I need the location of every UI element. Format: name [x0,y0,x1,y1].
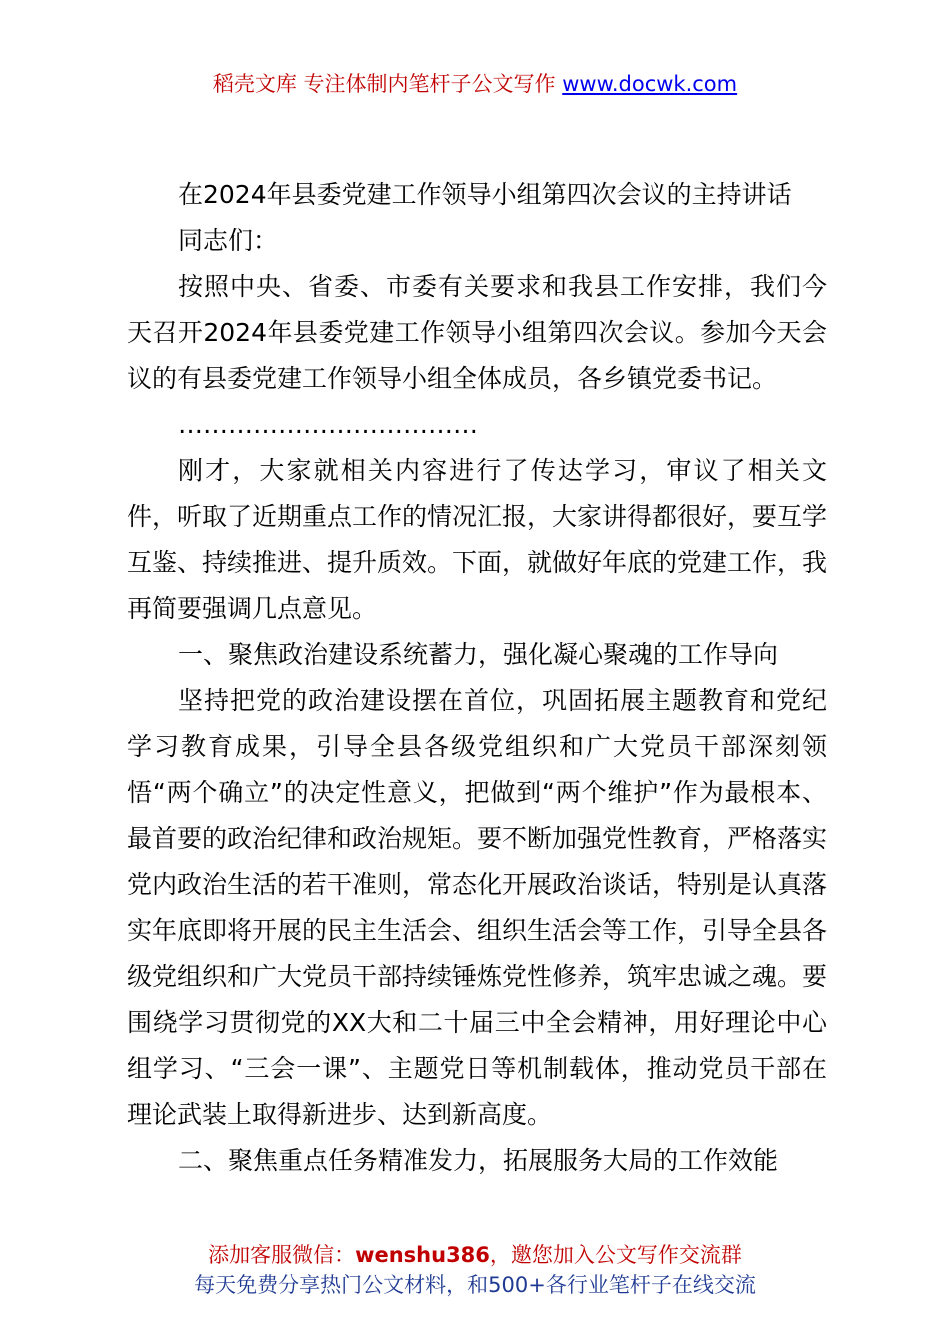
footer-banner [0,1240,950,1300]
paragraph: 坚持把党的政治建设摆在首位，巩固拓展主题教育和党纪学习教育成果，引导全县各级党组织和广大党员干部深刻领悟“两个确立”的决定性意义，把做到“两个维护”作为最根本、最首要的政治纪律和政治规矩。要不断加强党性教育，严格落实党内政治生活的若干准则，常态化开展政治谈话，特别是认真落实年底即将开展的民主生活会、组织生活会等工作，引导全县各级党组织和广大党员干部持续锤炼党性修养，筑牢忠诚之魂。要围绕学习贯彻党的XX大和二十届三中全会精神，用好理论中心组学习、“三会一课”、主题党日等机制载体，推动党员干部在理论武装上取得新进步、达到新高度。 [127,686,828,1129]
paragraph: 刚才，大家就相关内容进行了传达学习，审议了相关文件，听取了近期重点工作的情况汇报，大家讲得都很好，要互学互鉴、持续推进、提升质效。下面，就做好年底的党建工作，我再简要强调几点意见。 [127,456,828,623]
site-link[interactable]: www.docwk.com [562,72,738,96]
footer-promo-line: 每天免费分享热门公文材料，和500+各行业笔杆子在线交流 [194,1273,756,1297]
document-title: 在2024年县委党建工作领导小组第四次会议的主持讲话 [178,180,792,209]
brand-slogan: 稻壳文库 专注体制内笔杆子公文写作 [212,72,556,96]
salutation: 同志们： [178,226,279,255]
section-heading-1: 一、聚焦政治建设系统蓄力，强化凝心聚魂的工作导向 [178,640,779,669]
ellipsis-line: ……………………………… [178,410,478,439]
header-banner [0,70,950,98]
section-heading-2: 二、聚焦重点任务精准发力，拓展服务大局的工作效能 [178,1146,779,1175]
footer-contact-prefix: 添加客服微信： [208,1243,356,1267]
footer-contact-suffix: ，邀您加入公文写作交流群 [489,1243,742,1267]
wechat-id: wenshu386 [355,1243,490,1267]
footer-contact-line [0,1240,950,1270]
document-body [127,172,827,1184]
paragraph: 按照中央、省委、市委有关要求和我县工作安排，我们今天召开2024年县委党建工作领导小组第四次会议。参加今天会议的有县委党建工作领导小组全体成员，各乡镇党委书记。 [127,272,827,393]
